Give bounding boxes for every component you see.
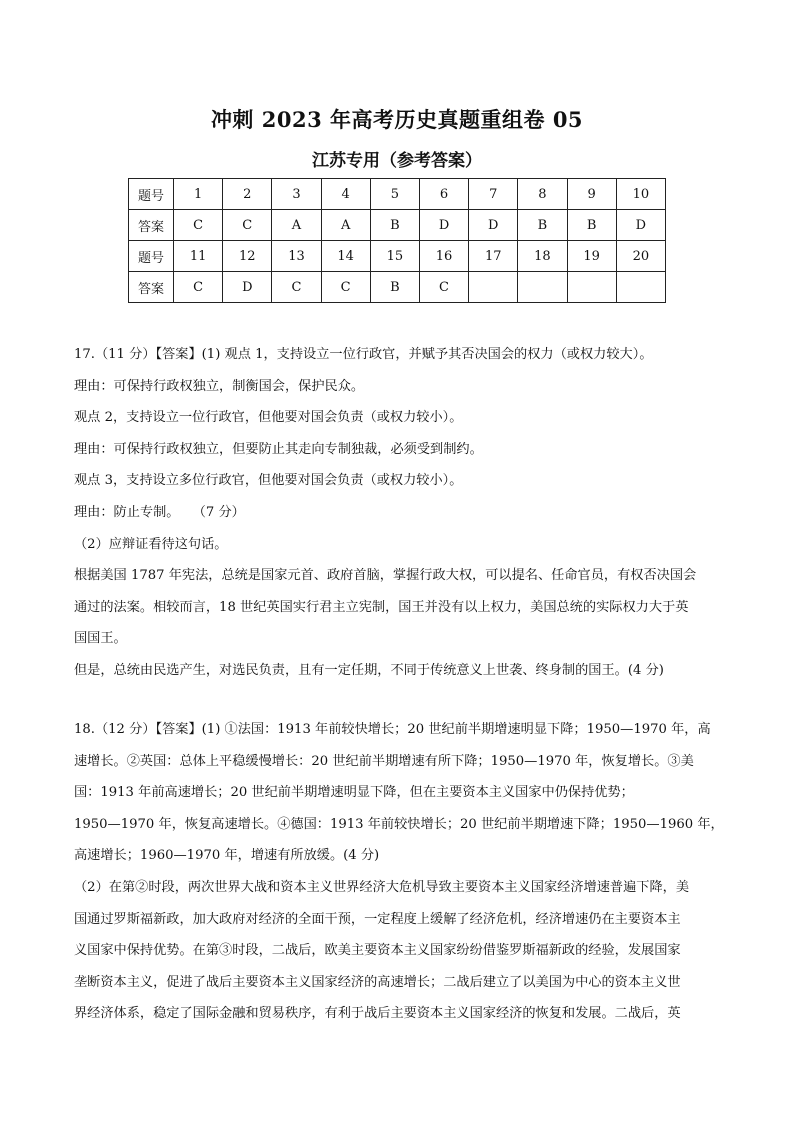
answer-table-cell: 15 xyxy=(370,241,419,272)
document-title: 冲刺 2023 年高考历史真题重组卷 05 xyxy=(210,107,584,132)
answer-table-cell: 8 xyxy=(518,179,567,210)
answer-table-cell: B xyxy=(370,210,419,241)
answer-table-row xyxy=(129,272,666,303)
q17-line: 理由：可保持行政权独立，制衡国会，保护民众。 xyxy=(74,378,365,394)
question-17-answer xyxy=(74,339,724,687)
question-18-answer xyxy=(74,714,724,1030)
q18-line: 速增长。②英国：总体上平稳缓慢增长：20 世纪前半期增速有所下降；1950—1970 年，恢复增长。③美 xyxy=(74,753,694,769)
q17-line: 理由：可保持行政权独立，但要防止其走向专制独裁，必须受到制约。 xyxy=(74,441,483,457)
q18-line: 义国家中保持优势。在第③时段，二战后，欧美主要资本主义国家纷纷借鉴罗斯福新政的经验，发展国家 xyxy=(74,943,681,959)
q17-line: 观点 2，支持设立一位行政官，但他要对国会负责（或权力较小）。 xyxy=(74,410,463,426)
answer-table-cell xyxy=(616,272,665,303)
q18-line: 国通过罗斯福新政，加大政府对经济的全面干预，一定程度上缓解了经济危机，经济增速仍在主要资本主 xyxy=(74,911,681,927)
answer-table-cell: C xyxy=(174,210,223,241)
q18-line: 国：1913 年前高速增长；20 世纪前半期增速明显下降，但在主要资本主义国家中仍保持优势； xyxy=(74,785,634,801)
row-label: 题号 xyxy=(129,179,174,210)
answer-table-cell: 5 xyxy=(370,179,419,210)
answer-table-cell xyxy=(518,272,567,303)
answer-table-cell: 7 xyxy=(469,179,518,210)
answer-table-cell: 1 xyxy=(174,179,223,210)
q18-line: 18.（12 分）【答案】(1) ①法国：1913 年前较快增长；20 世纪前半期增速明显下降；1950—1970 年，高 xyxy=(74,722,711,737)
document-subtitle: 江苏专用（参考答案） xyxy=(312,151,482,171)
answer-table-cell: 4 xyxy=(321,179,370,210)
q18-line: 1950—1970 年，恢复高速增长。④德国：1913 年前较快增长；20 世纪前半期增速下降；1950—1960 年， xyxy=(74,816,724,832)
answer-table-cell xyxy=(469,272,518,303)
answer-table-cell: 19 xyxy=(567,241,616,272)
answer-table-cell: 9 xyxy=(567,179,616,210)
answer-table-cell: D xyxy=(616,210,665,241)
q17-line: （2）应辩证看待这句话。 xyxy=(74,536,228,552)
row-label: 题号 xyxy=(129,241,174,272)
row-label: 答案 xyxy=(129,210,174,241)
answer-table-cell: B xyxy=(370,272,419,303)
answer-table-cell: 13 xyxy=(272,241,321,272)
answer-table-cell: 17 xyxy=(469,241,518,272)
answer-table-cell: 16 xyxy=(419,241,468,272)
answer-table-cell: 2 xyxy=(223,179,272,210)
answer-table xyxy=(128,178,666,303)
answer-table-cell: A xyxy=(272,210,321,241)
answer-table-cell: 3 xyxy=(272,179,321,210)
answer-table-cell: B xyxy=(567,210,616,241)
answer-table-cell: 6 xyxy=(419,179,468,210)
answer-table-cell xyxy=(567,272,616,303)
answer-table-cell: D xyxy=(469,210,518,241)
answer-table-row xyxy=(129,241,666,272)
answer-table-cell: B xyxy=(518,210,567,241)
answer-table-cell: D xyxy=(419,210,468,241)
q17-line: 但是，总统由民选产生，对选民负责，且有一定任期，不同于传统意义上世袭、终身制的国王。(4 分) xyxy=(74,662,664,678)
answer-table-cell: C xyxy=(223,210,272,241)
answer-table-cell: C xyxy=(321,272,370,303)
q17-line: 17.（11 分）【答案】(1) 观点 1，支持设立一位行政官，并赋予其否决国会的权力（或权力较大）。 xyxy=(74,347,653,362)
answer-table-cell: 11 xyxy=(174,241,223,272)
answer-table-cell: 12 xyxy=(223,241,272,272)
q18-line: 高速增长；1960—1970 年，增速有所放缓。(4 分) xyxy=(74,848,380,864)
answer-table-cell: C xyxy=(272,272,321,303)
q17-line: 通过的法案。相较而言，18 世纪英国实行君主立宪制，国王并没有以上权力，美国总统的实际权力大于英 xyxy=(74,599,689,615)
q18-line: 界经济体系，稳定了国际金融和贸易秩序，有利于战后主要资本主义国家经济的恢复和发展。二战后，英 xyxy=(74,1006,681,1022)
answer-table-cell: 14 xyxy=(321,241,370,272)
q18-line: 垄断资本主义，促进了战后主要资本主义国家经济的高速增长；二战后建立了以美国为中心的资本主义世 xyxy=(74,974,681,990)
answer-table-cell: 20 xyxy=(616,241,665,272)
answer-table-cell: 10 xyxy=(616,179,665,210)
q18-line: （2）在第②时段，两次世界大战和资本主义世界经济大危机导致主要资本主义国家经济增速普遍下降，美 xyxy=(74,879,690,895)
answer-table-cell: C xyxy=(174,272,223,303)
q17-line: 根据美国 1787 年宪法，总统是国家元首、政府首脑，掌握行政大权，可以提名、任命官员，有权否决国会 xyxy=(74,568,697,584)
answer-table-row xyxy=(129,179,666,210)
row-label: 答案 xyxy=(129,272,174,303)
answer-table-cell: C xyxy=(419,272,468,303)
answer-table-cell: 18 xyxy=(518,241,567,272)
answer-table-cell: A xyxy=(321,210,370,241)
answer-table-row xyxy=(129,210,666,241)
q17-line: 理由：防止专制。 （7 分） xyxy=(74,504,245,520)
answer-table-cell: D xyxy=(223,272,272,303)
q17-line: 观点 3，支持设立多位行政官，但他要对国会负责（或权力较小）。 xyxy=(74,473,463,489)
q17-line: 国国王。 xyxy=(74,631,127,647)
